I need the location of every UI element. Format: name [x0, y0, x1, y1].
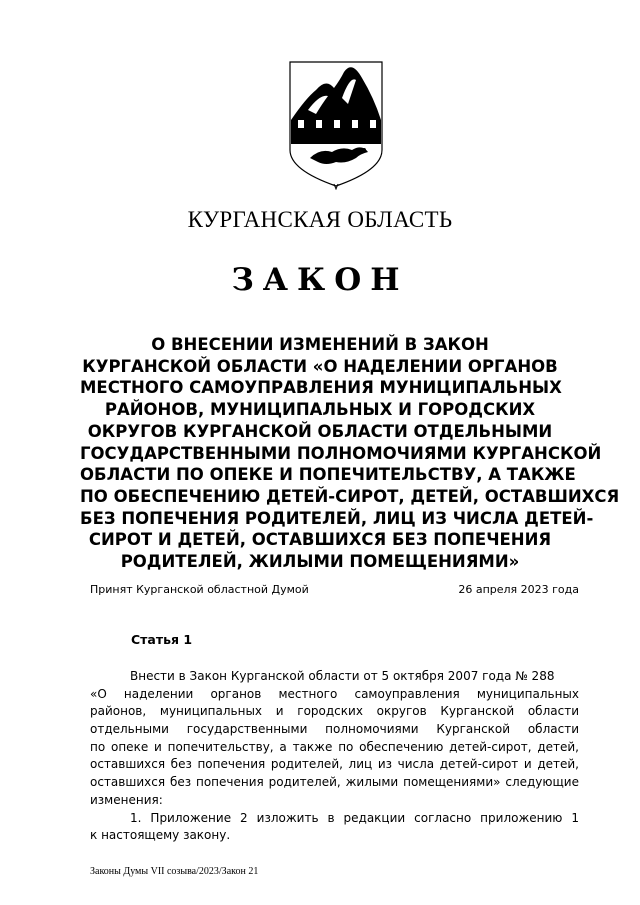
title-line: ГОСУДАРСТВЕННЫМИ ПОЛНОМОЧИЯМИ КУРГАНСКОЙ	[80, 443, 602, 463]
title-line: РОДИТЕЛЕЙ, ЖИЛЫМИ ПОМЕЩЕНИЯМИ»	[120, 552, 520, 572]
title-line: ОКРУГОВ КУРГАНСКОЙ ОБЛАСТИ ОТДЕЛЬНЫМИ	[87, 421, 553, 441]
title-line: БЕЗ ПОПЕЧЕНИЯ РОДИТЕЛЕЙ, ЛИЦ ИЗ ЧИСЛА ДЕТЕЙ-	[80, 508, 594, 528]
body-line: к настоящему закону.	[90, 828, 231, 843]
title-line: КУРГАНСКОЙ ОБЛАСТИ «О НАДЕЛЕНИИ ОРГАНОВ	[82, 356, 558, 376]
title-line: РАЙОНОВ, МУНИЦИПАЛЬНЫХ И ГОРОДСКИХ	[104, 400, 536, 420]
title-line: МЕСТНОГО САМОУПРАВЛЕНИЯ МУНИЦИПАЛЬНЫХ	[80, 378, 562, 398]
body-line: по опеке и попечительству, а также по обеспечению детей-сирот, детей,	[90, 739, 579, 754]
region-name: КУРГАНСКАЯ ОБЛАСТЬ	[187, 207, 453, 232]
body-line: оставшихся без попечения родителей, лиц из числа детей-сирот и детей,	[90, 757, 579, 772]
article-body	[90, 668, 579, 845]
body-line: отдельными государственными полномочиями Курганской области	[90, 722, 579, 737]
title-line: ОБЛАСТИ ПО ОПЕКЕ И ПОПЕЧИТЕЛЬСТВУ, А ТАКЖЕ	[80, 465, 576, 485]
footer-reference: Законы Думы VII созыва/2023/Закон 21	[90, 866, 259, 877]
body-line: 1. Приложение 2 изложить в редакции согласно приложению 1	[130, 810, 579, 825]
body-line: «О наделении органов местного самоуправления муниципальных	[90, 686, 579, 701]
body-line: районов, муниципальных и городских округов Курганской области	[90, 704, 579, 719]
law-title	[80, 334, 620, 573]
body-line: Внести в Закон Курганской области от 5 октября 2007 года № 288	[130, 669, 555, 683]
adopted-by: Принят Курганской областной Думой	[90, 583, 309, 596]
coat-of-arms-icon	[286, 58, 386, 190]
body-line: изменения:	[90, 792, 163, 807]
document-type: ЗАКОН	[231, 262, 409, 298]
adoption-date: 26 апреля 2023 года	[458, 583, 579, 596]
title-line: О ВНЕСЕНИИ ИЗМЕНЕНИЙ В ЗАКОН	[151, 335, 489, 354]
title-line: СИРОТ И ДЕТЕЙ, ОСТАВШИХСЯ БЕЗ ПОПЕЧЕНИЯ	[88, 530, 552, 550]
body-line: оставшихся без попечения родителей, жилыми помещениями» следующие	[90, 775, 579, 790]
article-heading: Статья 1	[131, 632, 193, 647]
title-line: ПО ОБЕСПЕЧЕНИЮ ДЕТЕЙ-СИРОТ, ДЕТЕЙ, ОСТАВШИХСЯ	[80, 486, 620, 506]
